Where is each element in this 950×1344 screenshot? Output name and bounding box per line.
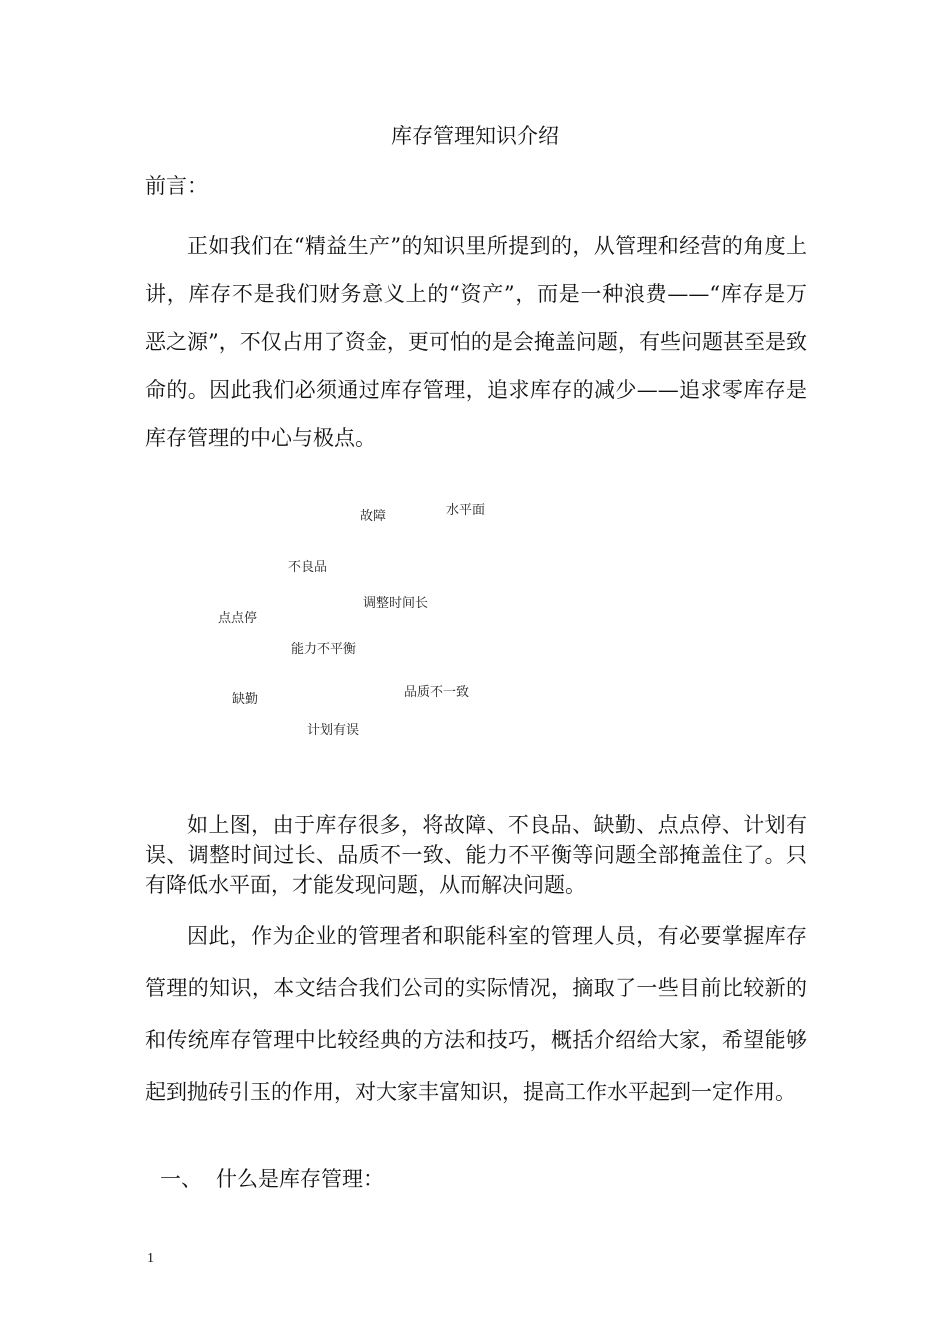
- paragraph-diagram-explanation: 如上图，由于库存很多，将故障、不良品、缺勤、点点停、计划有误、调整时间过长、品质不一致、能力不平衡等问题全部掩盖住了。只有降低水平面，才能发现问题，从而解决问题。: [145, 813, 807, 897]
- section-title: 什么是库存管理：: [216, 1167, 384, 1191]
- page-number: 1: [147, 1251, 154, 1266]
- diagram-label-setup-time: 调整时间长: [363, 596, 429, 611]
- section-number: 一、: [160, 1167, 202, 1191]
- preface-heading: 前言：: [145, 174, 208, 198]
- diagram-label-fault: 故障: [360, 509, 387, 524]
- diagram-label-plan-error: 计划有误: [307, 723, 360, 738]
- inventory-water-level-diagram: [180, 490, 540, 760]
- diagram-label-minor-stops: 点点停: [218, 611, 258, 626]
- paragraph-intro: 正如我们在“精益生产”的知识里所提到的，从管理和经营的角度上讲，库存不是我们财务意义上的“资产”，而是一种浪费——“库存是万恶之源”，不仅占用了资金，更可怕的是会掩盖问题，有些问题甚至是致命的。因此我们必须通过库存管理，追求库存的减少——追求零库存是库存管理的中心与极点。: [145, 234, 807, 450]
- document-title: 库存管理知识介绍: [391, 124, 559, 148]
- diagram-label-defective: 不良品: [288, 560, 328, 575]
- diagram-label-capacity: 能力不平衡: [291, 642, 357, 657]
- section-heading-1: [160, 1163, 384, 1195]
- diagram-label-water-level: 水平面: [446, 503, 486, 518]
- diagram-label-absence: 缺勤: [232, 692, 259, 707]
- diagram-label-quality: 品质不一致: [404, 685, 470, 700]
- paragraph-purpose: 因此，作为企业的管理者和职能科室的管理人员，有必要掌握库存管理的知识，本文结合我们公司的实际情况，摘取了一些目前比较新的和传统库存管理中比较经典的方法和技巧，概括介绍给大家，希望能够起到抛砖引玉的作用，对大家丰富知识，提高工作水平起到一定作用。: [145, 924, 807, 1104]
